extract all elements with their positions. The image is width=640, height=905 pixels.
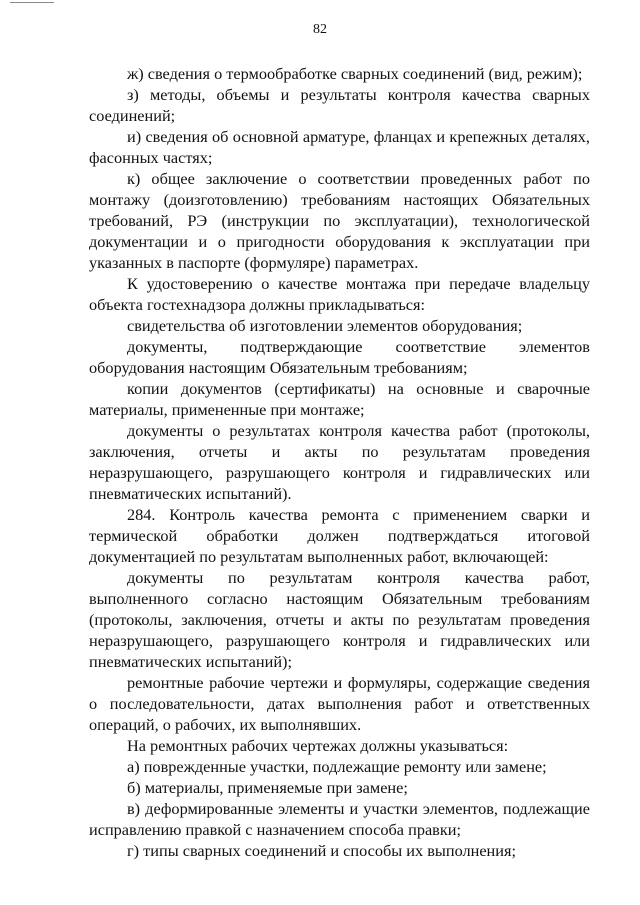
paragraph: ж) сведения о термообработке сварных соединений (вид, режим);: [127, 64, 583, 83]
paragraph: к) общее заключение о соответствии проведенных работ по монтажу (доизготовлению) требованиям настоящих Обязательных требований, РЭ (инструкции по эксплуатации), технологической документации и о пригодности оборудования к эксплуатации при указанных в паспорте (формуляре) параметрах.: [89, 169, 590, 272]
paragraph: На ремонтных рабочих чертежах должны указываться:: [127, 736, 509, 755]
paragraph: свидетельства об изготовлении элементов оборудования;: [127, 316, 523, 335]
paragraph: документы о результатах контроля качества работ (протоколы, заключения, отчеты и акты по результатам проведения неразрушающего, разрушающего контроля и гидравлических или пневматических испытаний).: [89, 421, 590, 503]
paragraph: г) типы сварных соединений и способы их выполнения;: [127, 841, 516, 860]
paragraph: а) поврежденные участки, подлежащие ремонту или замене;: [127, 757, 547, 776]
scan-edge-mark: [10, 2, 54, 3]
paragraph: документы по результатам контроля качества работ, выполненного согласно настоящим Обязательным требованиям (протоколы, заключения, отчеты и акты по результатам проведения неразрушающего, разрушающего контроля и гидравлических или пневматических испытаний);: [89, 568, 590, 671]
paragraph: ремонтные рабочие чертежи и формуляры, содержащие сведения о последовательности, датах выполнения работ и ответственных операций, о рабочих, их выполнявших.: [89, 673, 590, 734]
paragraph: б) материалы, применяемые при замене;: [127, 778, 408, 797]
paragraph: з) методы, объемы и результаты контроля качества сварных соединений;: [89, 85, 590, 125]
paragraph: в) деформированные элементы и участки элементов, подлежащие исправлению правкой с назначением способа правки;: [89, 799, 590, 839]
paragraph: и) сведения об основной арматуре, фланцах и крепежных деталях, фасонных частях;: [89, 127, 590, 167]
paragraph: документы, подтверждающие соответствие элементов оборудования настоящим Обязательным требованиям;: [89, 337, 590, 377]
page-number: 82: [313, 22, 327, 37]
paragraph: копии документов (сертификаты) на основные и сварочные материалы, примененные при монтаже;: [89, 379, 590, 419]
paragraph: К удостоверению о качестве монтажа при передаче владельцу объекта гостехнадзора должны прикладываться:: [89, 274, 590, 314]
body-text: [89, 63, 590, 861]
paragraph: 284. Контроль качества ремонта с применением сварки и термической обработки должен подтверждаться итоговой документацией по результатам выполненных работ, включающей:: [89, 505, 590, 566]
